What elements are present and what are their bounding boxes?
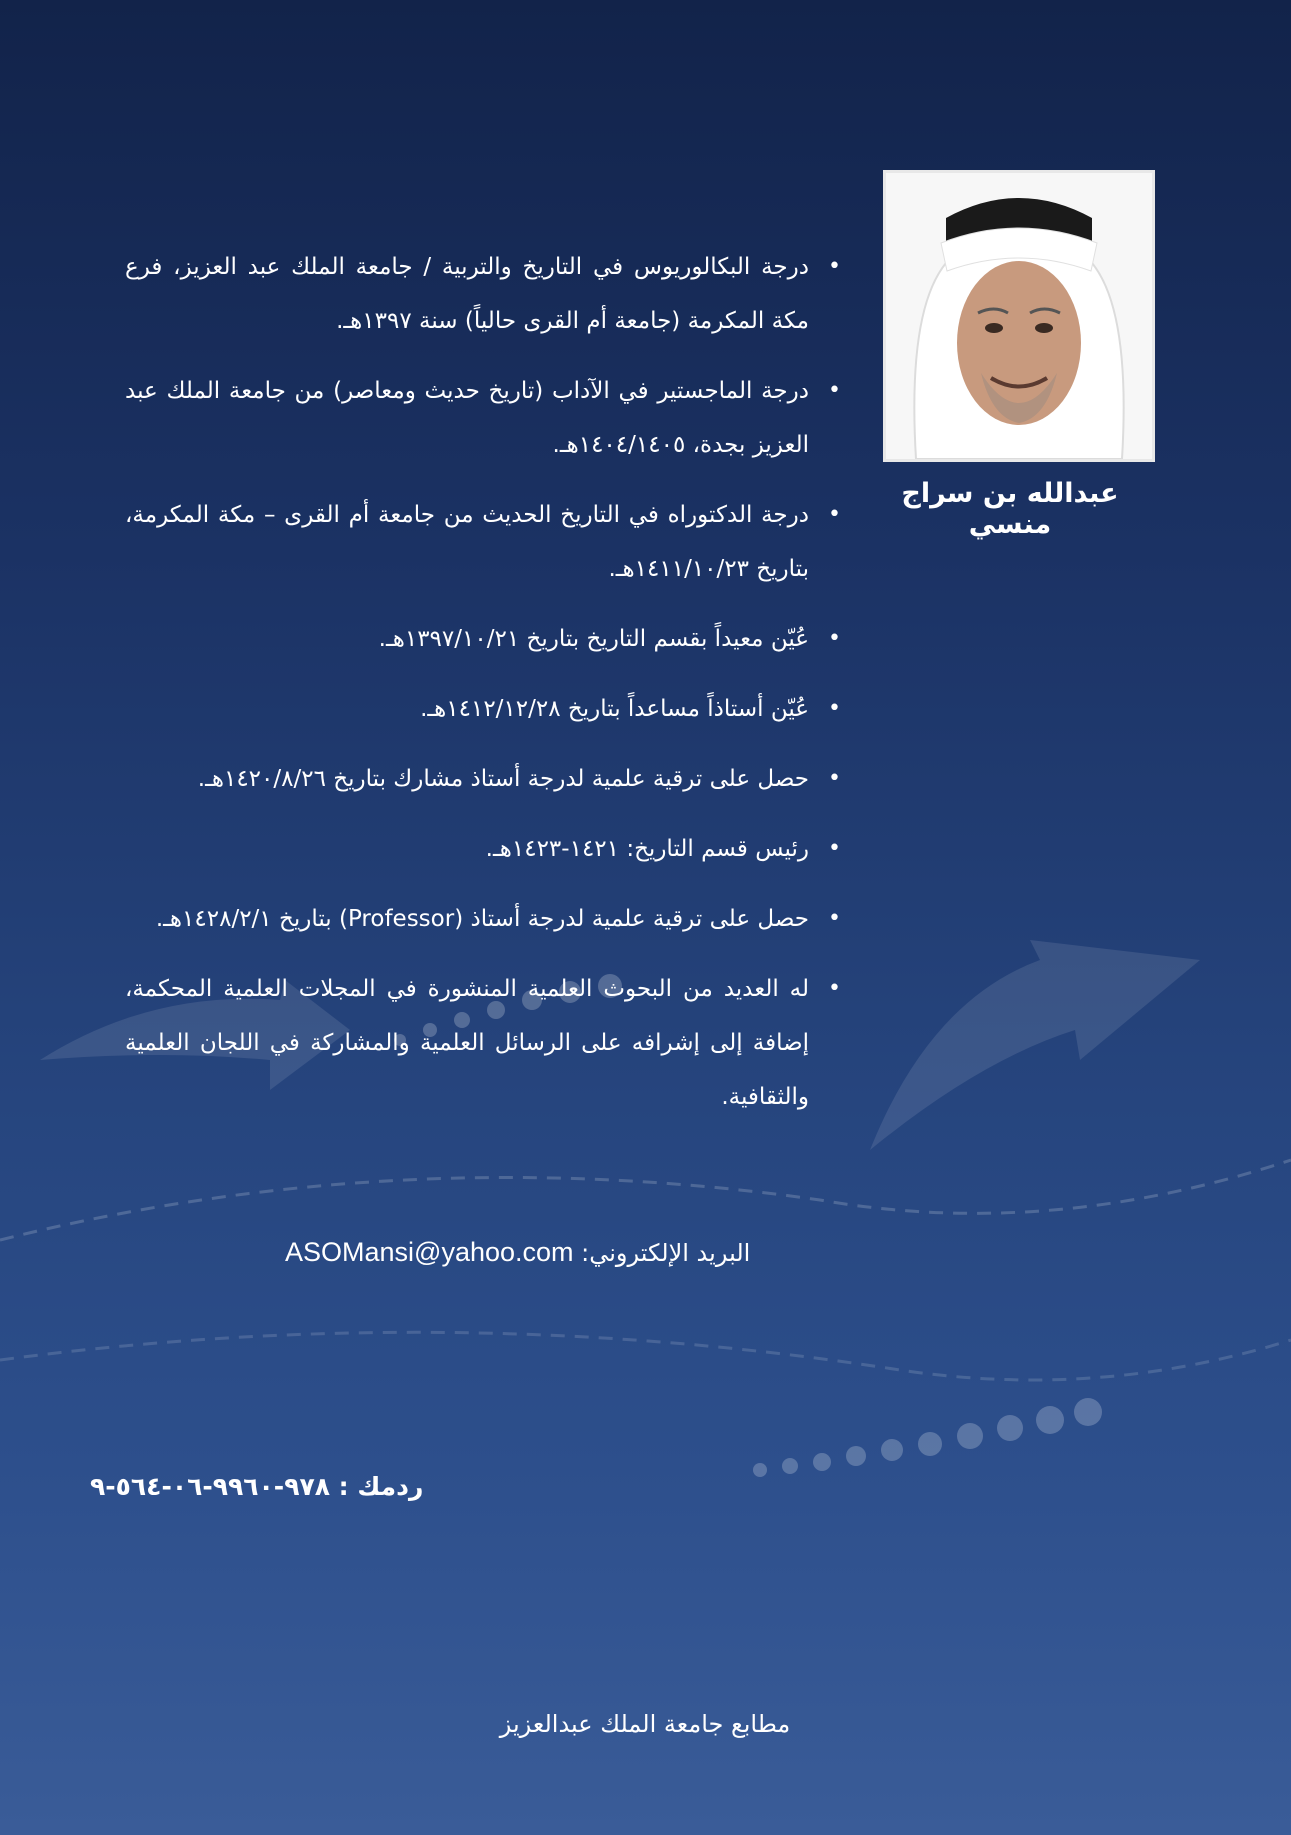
swoosh-band-lower	[0, 1332, 1291, 1380]
email-link[interactable]: ASOMansi@yahoo.com	[285, 1237, 574, 1267]
bio-item-assistant-professor: • عُيّن أستاذاً مساعداً بتاريخ ١٤١٢/١٢/٢٨هـ.	[125, 682, 845, 736]
bio-item-doctorate: • درجة الدكتوراه في التاريخ الحديث من جامعة أم القرى – مكة المكرمة، بتاريخ ١٤١١/١٠/٢٣هـ.	[125, 488, 845, 596]
bio-item-professor: • حصل على ترقية علمية لدرجة أستاذ (Professor) بتاريخ ١٤٢٨/٢/١هـ.	[125, 892, 845, 946]
isbn-value: ٩٧٨-٩٩٦٠-٠٦-٥٦٤-٩	[90, 1472, 330, 1501]
bio-item-bachelor: • درجة البكالوريوس في التاريخ والتربية / جامعة الملك عبد العزيز، فرع مكة المكرمة (جامعة أم القرى حالياً) سنة ١٣٩٧هـ.	[125, 240, 845, 348]
author-portrait-image	[886, 173, 1152, 459]
email-label: البريد الإلكتروني:	[573, 1239, 751, 1267]
email-line	[285, 1237, 750, 1268]
author-name: عبدالله بن سراج منسي	[901, 478, 1119, 540]
printer-name: مطابع جامعة الملك عبدالعزيز	[499, 1710, 791, 1738]
isbn-label: ردمك :	[329, 1472, 424, 1501]
bio-item-associate-professor: • حصل على ترقية علمية لدرجة أستاذ مشارك بتاريخ ١٤٢٠/٨/٢٦هـ.	[125, 752, 845, 806]
swoosh-band	[0, 1160, 1291, 1240]
author-photo	[883, 170, 1155, 462]
bio-item-publications: • له العديد من البحوث العلمية المنشورة في المجلات العلمية المحكمة، إضافة إلى إشرافه على الرسائل العلمية والمشاركة في اللجان العلمية والثقافية.	[125, 962, 845, 1124]
bio-item-teaching-assistant: • عُيّن معيداً بقسم التاريخ بتاريخ ١٣٩٧/١٠/٢١هـ.	[125, 612, 845, 666]
bio-item-department-head: • رئيس قسم التاريخ: ١٤٢١-١٤٢٣هـ.	[125, 822, 845, 876]
swoosh-arrow-right	[870, 940, 1200, 1150]
isbn	[90, 1472, 423, 1501]
bio-item-master: • درجة الماجستير في الآداب (تاريخ حديث ومعاصر) من جامعة الملك عبد العزيز بجدة، ١٤٠٤/١٤٠٥هـ.	[125, 364, 845, 472]
bio-list	[125, 240, 845, 1140]
